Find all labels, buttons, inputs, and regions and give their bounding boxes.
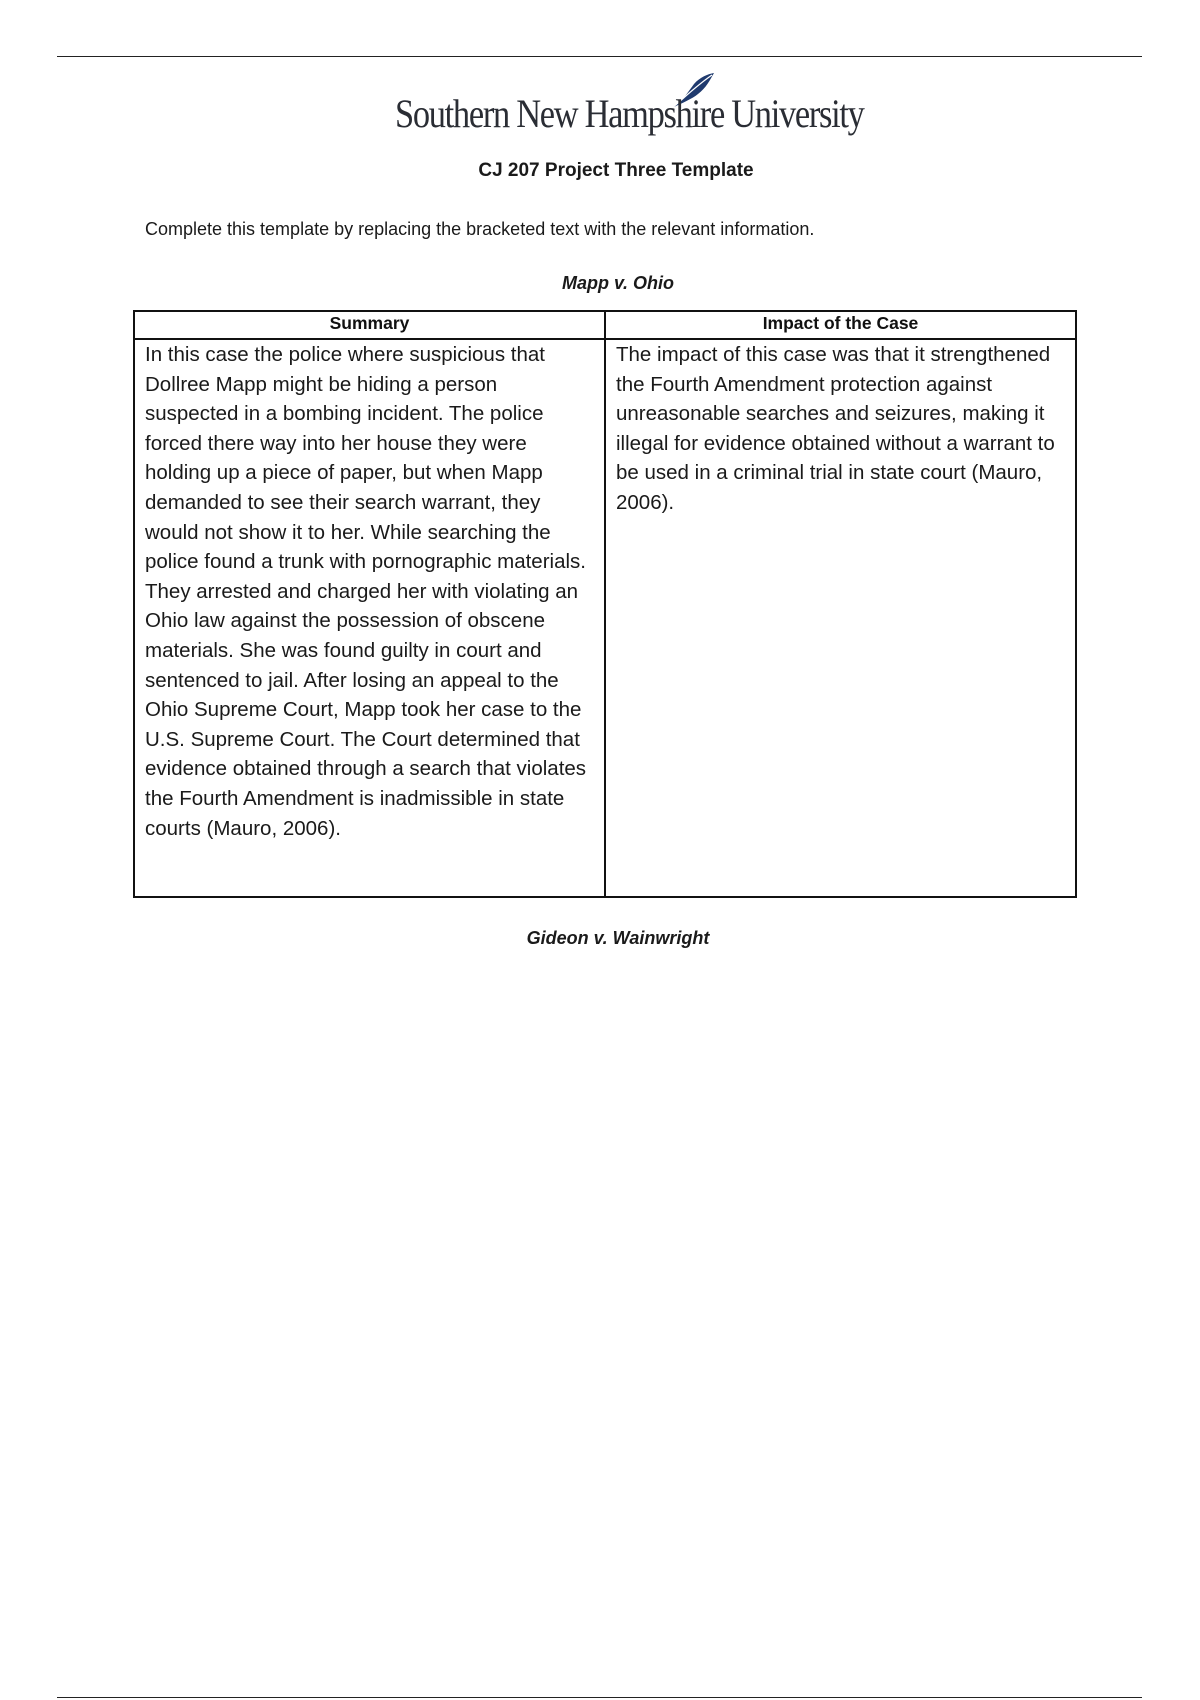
logo-wordmark: Southern New Hampshire University: [395, 91, 864, 136]
university-logo: [0, 70, 1200, 145]
case-heading-mapp: Mapp v. Ohio: [561, 273, 674, 293]
summary-cell[interactable]: In this case the police where suspicious that Dollree Mapp might be hiding a person suspected in a bombing incident. The police forced there way into her house they were holding up a piece of paper, but when Mapp demanded to see their search warrant, they would not show it to her. While searching the police found a trunk with pornographic materials. They arrested and charged her with violating an Ohio law against the possession of obscene materials. She was found guilty in court and sentenced to jail. After losing an appeal to the Ohio Supreme Court, Mapp took her case to the U.S. Supreme Court. The Court determined that evidence obtained through a search that violates the Fourth Amendment is inadmissible in state courts (Mauro, 2006).: [134, 339, 605, 897]
impact-cell[interactable]: The impact of this case was that it strengthened the Fourth Amendment protection against unreasonable searches and seizures, making it illegal for evidence obtained without a warrant to be used in a criminal trial in state court (Mauro, 2006).: [605, 339, 1076, 897]
instructions-text: Complete this template by replacing the bracketed text with the relevant information.: [145, 219, 815, 239]
top-rule: [57, 56, 1142, 57]
document-title: CJ 207 Project Three Template: [478, 160, 754, 181]
bottom-rule: [57, 1697, 1142, 1698]
case-heading-gideon: Gideon v. Wainwright: [526, 928, 710, 948]
table-row: [134, 339, 1076, 897]
table-header-row: [134, 311, 1076, 339]
summary-column-header: Summary: [134, 311, 605, 339]
impact-column-header: Impact of the Case: [605, 311, 1076, 339]
case-table-mapp: [133, 310, 1077, 898]
